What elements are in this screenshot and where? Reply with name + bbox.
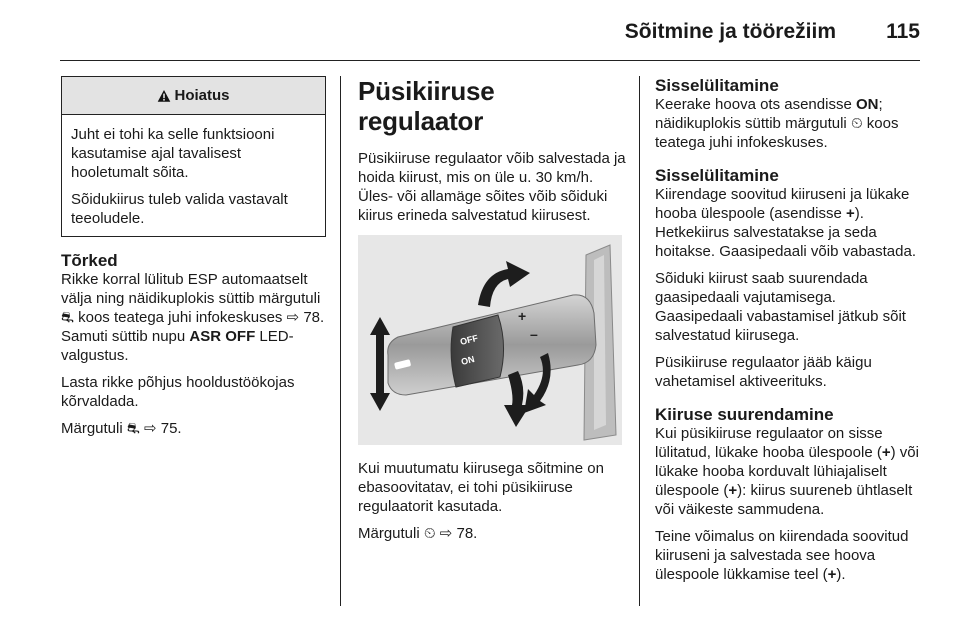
cruise-control-telltale-icon: ⏲ [850, 115, 863, 132]
section-paragraph: Püsikiiruse regulaator jääb käigu vahetamisel aktiveerituks. [655, 354, 872, 390]
faults-paragraph: Lasta rikke põhjus hooldustöökojas kõrvaldada. [61, 374, 295, 410]
faults-paragraph: Märgutuli ⛐ ⇨ 75. [61, 420, 182, 437]
cruise-control-lever-figure [358, 235, 622, 445]
section-heading-faults: Tõrked [61, 251, 118, 270]
column-left [61, 76, 326, 446]
lever-label-off: OFF [459, 332, 479, 347]
page-reference-link[interactable]: ⇨ 75 [143, 420, 178, 437]
warning-triangle-icon [157, 89, 171, 103]
section-paragraph: Kiirendage soovitud kiiruseni ja lükake hooba ülespoole (asendisse +). Hetkekiirus salvestatakse ja seda hoitakse. Gaasipedaali võib vabastada. [655, 186, 917, 260]
warning-title: Hoiatus [174, 87, 230, 104]
warning-body [62, 115, 325, 236]
cruise-control-telltale-icon: ⏲ [423, 525, 436, 542]
arrow-up-icon [478, 261, 530, 307]
page-reference-link[interactable]: ⇨ 78 [439, 525, 474, 542]
esp-warning-light-icon: ⛐ [61, 309, 74, 326]
faults-paragraph: Rikke korral lülitub ESP automaatselt välja ning näidikuplokis süttib märgutuli ⛐ koos teatega juhi infokeskuses ⇨ 78. Samuti süttib nupu ASR OFF LED-valgustus. [61, 271, 325, 364]
column-middle [358, 76, 626, 551]
arrow-down-icon [504, 371, 530, 427]
activate-section [655, 166, 923, 391]
section-paragraph: Sõiduki kiirust saab suurendada gaasipedaali vajutamisega. Gaasipedaali vabastamisel jätkub sõit salvestatud kiirusega. [655, 270, 906, 344]
section-heading: Sisselülitamine [655, 166, 779, 185]
increase-speed-section [655, 405, 923, 584]
warning-box [61, 76, 326, 237]
section-paragraph: Teine võimalus on kiirendada soovitud kiiruseni ja salvestada see hoova ülespoole lükkamise teel (+). [655, 528, 909, 583]
warning-header [62, 77, 325, 115]
section-heading: Kiiruse suurendamine [655, 405, 834, 424]
lever-illustration [358, 235, 622, 445]
cruise-intro: Püsikiiruse regulaator võib salvestada ja hoida kiirust, mis on üle u. 30 km/h. Üles- või allamäge sõites võib sõiduki kiirus erineda salvestatud kiirusest. [358, 150, 626, 224]
section-heading: Sisselülitamine [655, 76, 779, 95]
warning-paragraph: Juht ei tohi ka selle funktsiooni kasutamise ajal tavalisest hooletumalt sõita. [71, 126, 275, 181]
page-number: 115 [886, 20, 920, 43]
lever-label-on: ON [460, 353, 476, 367]
section-paragraph: Kui püsikiiruse regulaator on sisse lülitatud, lükake hooba ülespoole (+) või lükake hooba korduvalt lühiajaliselt ülespoole (+): kiirus suureneb ühtlaselt või väikeste sammudena. [655, 425, 919, 518]
lever-label-plus: + [518, 308, 527, 324]
switch-on-section [655, 76, 923, 152]
column-right [655, 76, 923, 592]
warning-paragraph: Sõidukiirus tuleb valida vastavalt teeoludele. [71, 191, 288, 227]
cruise-note: Kui muutumatu kiirusega sõitmine on ebasoovitatav, ei tohi püsikiiruse regulaatorit kasutada. [358, 460, 604, 515]
page-reference-link[interactable]: ⇨ 78 [286, 309, 321, 326]
faults-section [61, 251, 326, 438]
column-divider-1 [340, 76, 341, 606]
section-paragraph: Keerake hoova ots asendisse ON; näidikuplokis süttib märgutuli ⏲ koos teatega juhi infokeskuses. [655, 96, 899, 151]
lever-label-minus: – [530, 326, 538, 342]
page-title: Püsikiiruse regulaator [358, 76, 495, 136]
header-divider [60, 60, 920, 61]
push-pull-arrow-icon [370, 317, 390, 411]
running-header-title: Sõitmine ja töörežiim [624, 20, 836, 43]
cruise-telltale: Märgutuli ⏲ ⇨ 78. [358, 525, 478, 542]
esp-warning-light-icon: ⛐ [126, 420, 140, 437]
column-divider-2 [639, 76, 640, 606]
